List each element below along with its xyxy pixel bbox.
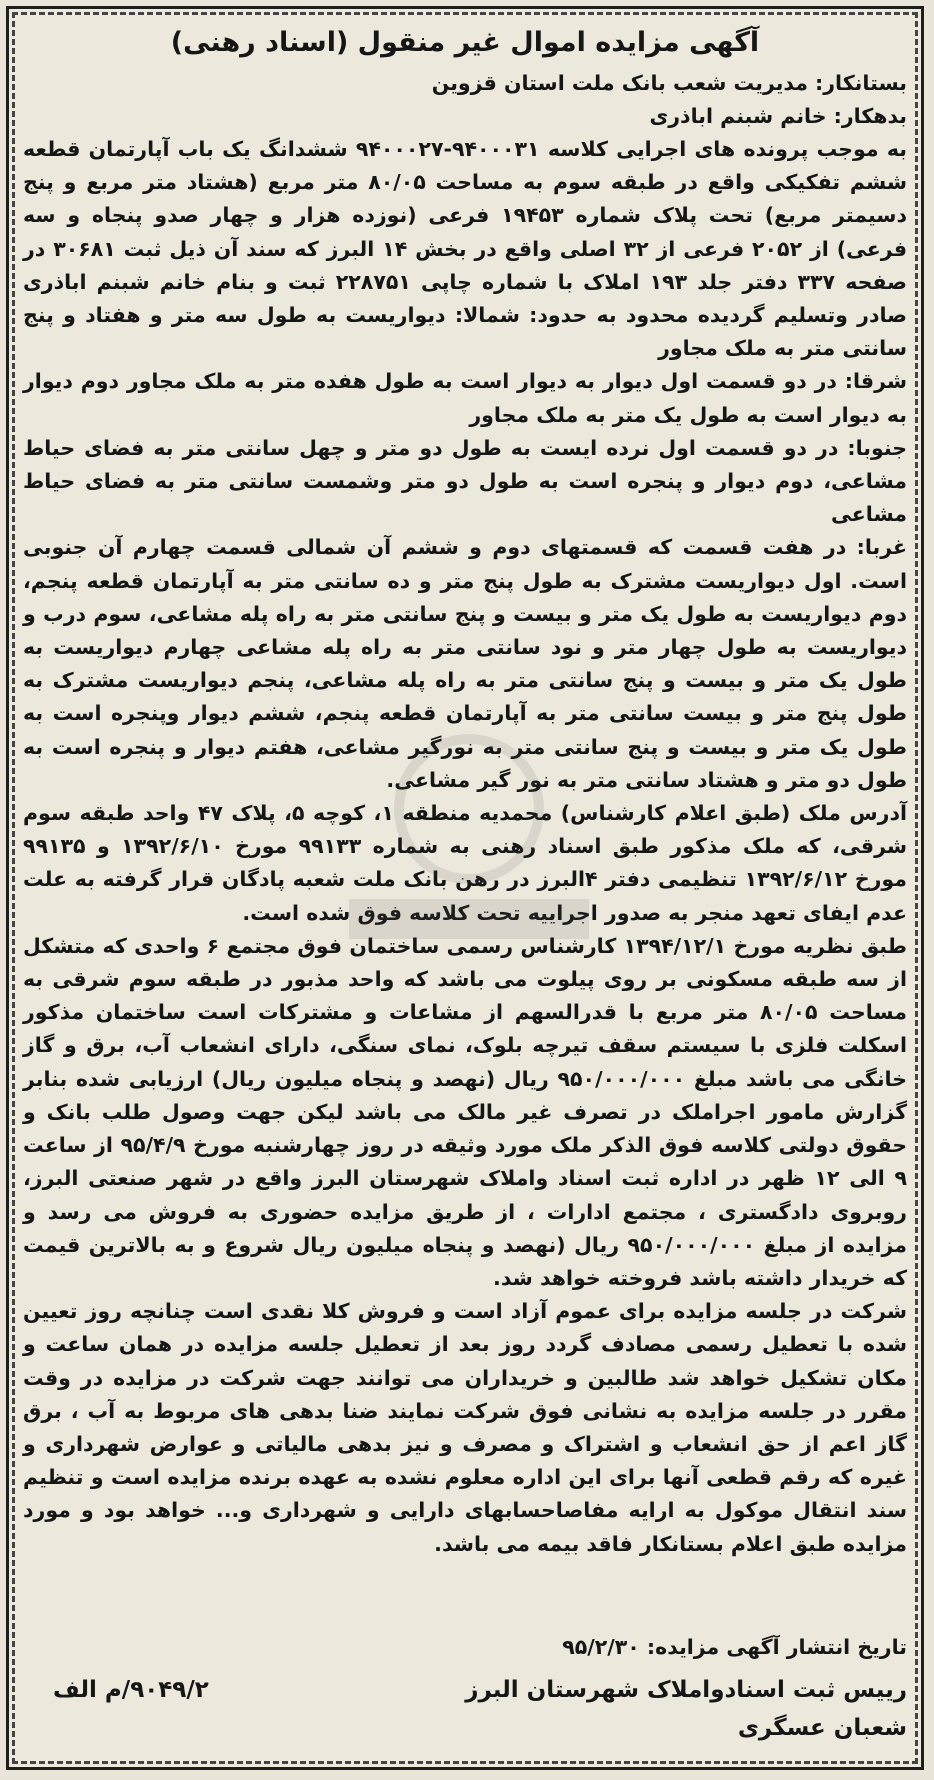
east-boundary: شرقا: در دو قسمت اول دیوار به دیوار است به طول هفده متر به ملک مجاور دوم دیوار به دیوار است به طول یک متر به ملک مجاور — [23, 369, 907, 427]
signer-title: رییس ثبت اسنادواملاک شهرستان البرز — [465, 1677, 907, 1703]
property-address: آدرس ملک (طبق اعلام کارشناس) محمدیه منطقه ۱، کوچه ۵، پلاک ۴۷ واحد طبقه سوم شرقی، که ملک مذکور طبق اسناد رهنی به شماره ۹۹۱۳۳ مورخ ۱۳۹۲/۶/۱۰ و ۹۹۱۳۵ مورخ ۱۳۹۲/۶/۱۲ تنظیمی دفتر ۴البرز در رهن بانک ملت شعبه پادگان قرار گرفته به علت عدم ایفای تعهد منجر به صدور اجراییه تحت کلاسه فوق شده است. — [23, 801, 907, 925]
property-description: به موجب پرونده های اجرایی کلاسه ۹۴۰۰۰۳۱-۹۴۰۰۰۲۷ ششدانگ یک باب آپارتمان قطعه ششم تفکیکی واقع در طبقه سوم به مساحت ۸۰/۰۵ متر مربع (هشتاد متر مربع و پنج دسیمتر مربع) تحت پلاک شماره ۱۹۴۵۳ فرعی (نوزده هزار و چهار صدو پنجاه و سه فرعی) از ۲۰۵۲ فرعی از ۳۲ اصلی واقع در بخش ۱۴ البرز که سند آن ذیل ثبت ۳۰۶۸۱ در صفحه ۳۳۷ دفتر جلد ۱۹۳ املاک با شماره چاپی ۲۲۸۷۵۱ ثبت و بنام خانم شبنم اباذری صادر وتسلیم گردیده محدود به حدود: شمالا: دیواریست به طول سه متر و هفتاد و پنج سانتی متر به ملک مجاور — [23, 137, 907, 361]
south-boundary: جنوبا: در دو قسمت اول نرده ایست به طول دو متر و چهل سانتی متر به فضای حیاط مشاعی، دوم دیوار و پنجره است به طول دو متر وشمست سانتی متر به فضای حیاط مشاعی — [23, 435, 907, 527]
notice-title: آگهی مزایده اموال غیر منقول (اسناد رهنی) — [170, 27, 760, 58]
west-boundary: غربا: در هفت قسمت که قسمتهای دوم و ششم آن شمالی قسمت چهارم آن جنوبی است. اول دیواریست مشترک به طول پنج متر و ده سانتی متر به آپارتمان قطعه پنجم، دوم دیواریست به طول یک متر و بیست و پنج سانتی متر به راه پله مشاعی، سوم درب و دیواریست به طول چهار متر و نود سانتی متر به راه پله مشاعی چهارم دیواریست به طول یک متر و بیست و پنج سانتی متر به راه پله مشاعی، پنجم دیواریست مشترک به طول پنج متر و بیست سانتی متر به آپارتمان قطعه پنجم، ششم دیوار وپنجره است به طول یک متر و بیست و پنج سانتی متر به نورگیر مشاعی، هفتم دیوار و پنجره است به طول دو متر و هشتاد سانتی متر به نور گیر مشاعی. — [23, 535, 907, 792]
debtor-line: بدهکار: خانم شبنم اباذری — [649, 104, 907, 128]
valuation-and-auction: طبق نظریه مورخ ۱۳۹۴/۱۲/۱ کارشناس رسمی ساختمان فوق مجتمع ۶ واحدی که متشکل از سه طبقه مسکونی بر روی پیلوت می باشد که واحد مذبور در طبقه سوم شرقی به مساحت ۸۰/۰۵ متر مربع با قدرالسهم از مشاعات و مشترکات است ساختمان مذکور اسکلت فلزی با سیستم سقف تیرچه بلوک، نمای سنگی، دارای انشعاب آب، برق و گاز خانگی می باشد مبلغ ۹۵۰/۰۰۰/۰۰۰ ریال (نهصد و پنجاه میلیون ریال) ارزیابی شده بنابر گزارش مامور اجراملک در تصرف غیر مالک می باشد لیکن جهت وصول طلب بانک و حقوق دولتی کلاسه فوق الذکر ملک مورد وثیقه در روز چهارشنبه مورخ ۹۵/۴/۹ از ساعت ۹ الی ۱۲ ظهر در اداره ثبت اسناد واملاک شهرستان البرز واقع در شهر صنعتی البرز، روبروی دادگستری ، مجتمع ادارات ، از طریق مزایده حضوری به فروش می رسد و مزایده از مبلغ ۹۵۰/۰۰۰/۰۰۰ ریال (نهصد و پنجاه میلیون ریال شروع و به بالاترین قیمت که خریدار داشته باشد فروخته خواهد شد. — [23, 933, 907, 1290]
reference-code: ۹۰۴۹/۲/م الف — [53, 1677, 209, 1703]
auction-notice — [6, 6, 924, 1770]
participation-terms: شرکت در جلسه مزایده برای عموم آزاد است و فروش کلا نقدی است چنانچه روز تعیین شده با تعطیل رسمی مصادف گردد روز بعد از تعطیل جلسه مزایده در همان ساعت و مکان تشکیل خواهد شد طالبین و خریداران می توانند جهت شرکت در مزایده در وقت مقرر در جلسه مزایده به نشانی فوق شرکت نمایند ضنا بدهی های مربوط به آب ، برق گاز اعم از حق انشعاب و اشتراک و مصرف و نیز بدهی مالیاتی و عوارض شهرداری و غیره که رقم قطعی آنها برای این اداره معلوم نشده به عهده برنده مزایده است و تنظیم سند انتقال موکول به ارایه مفاصاحسابهای دارایی و شهرداری و... خواهد بود و مورد مزایده طبق اعلام بستانکار فاقد بیمه می باشد. — [23, 1299, 907, 1556]
notice-footer — [23, 1635, 907, 1755]
creditor-line: بستانکار: مدیریت شعب بانک ملت استان قزوین — [431, 71, 907, 95]
signer-name: شعبان عسگری — [737, 1715, 907, 1741]
publish-date: تاریخ انتشار آگهی مزایده: ۹۵/۲/۳۰ — [562, 1635, 907, 1659]
notice-body — [23, 21, 907, 1755]
